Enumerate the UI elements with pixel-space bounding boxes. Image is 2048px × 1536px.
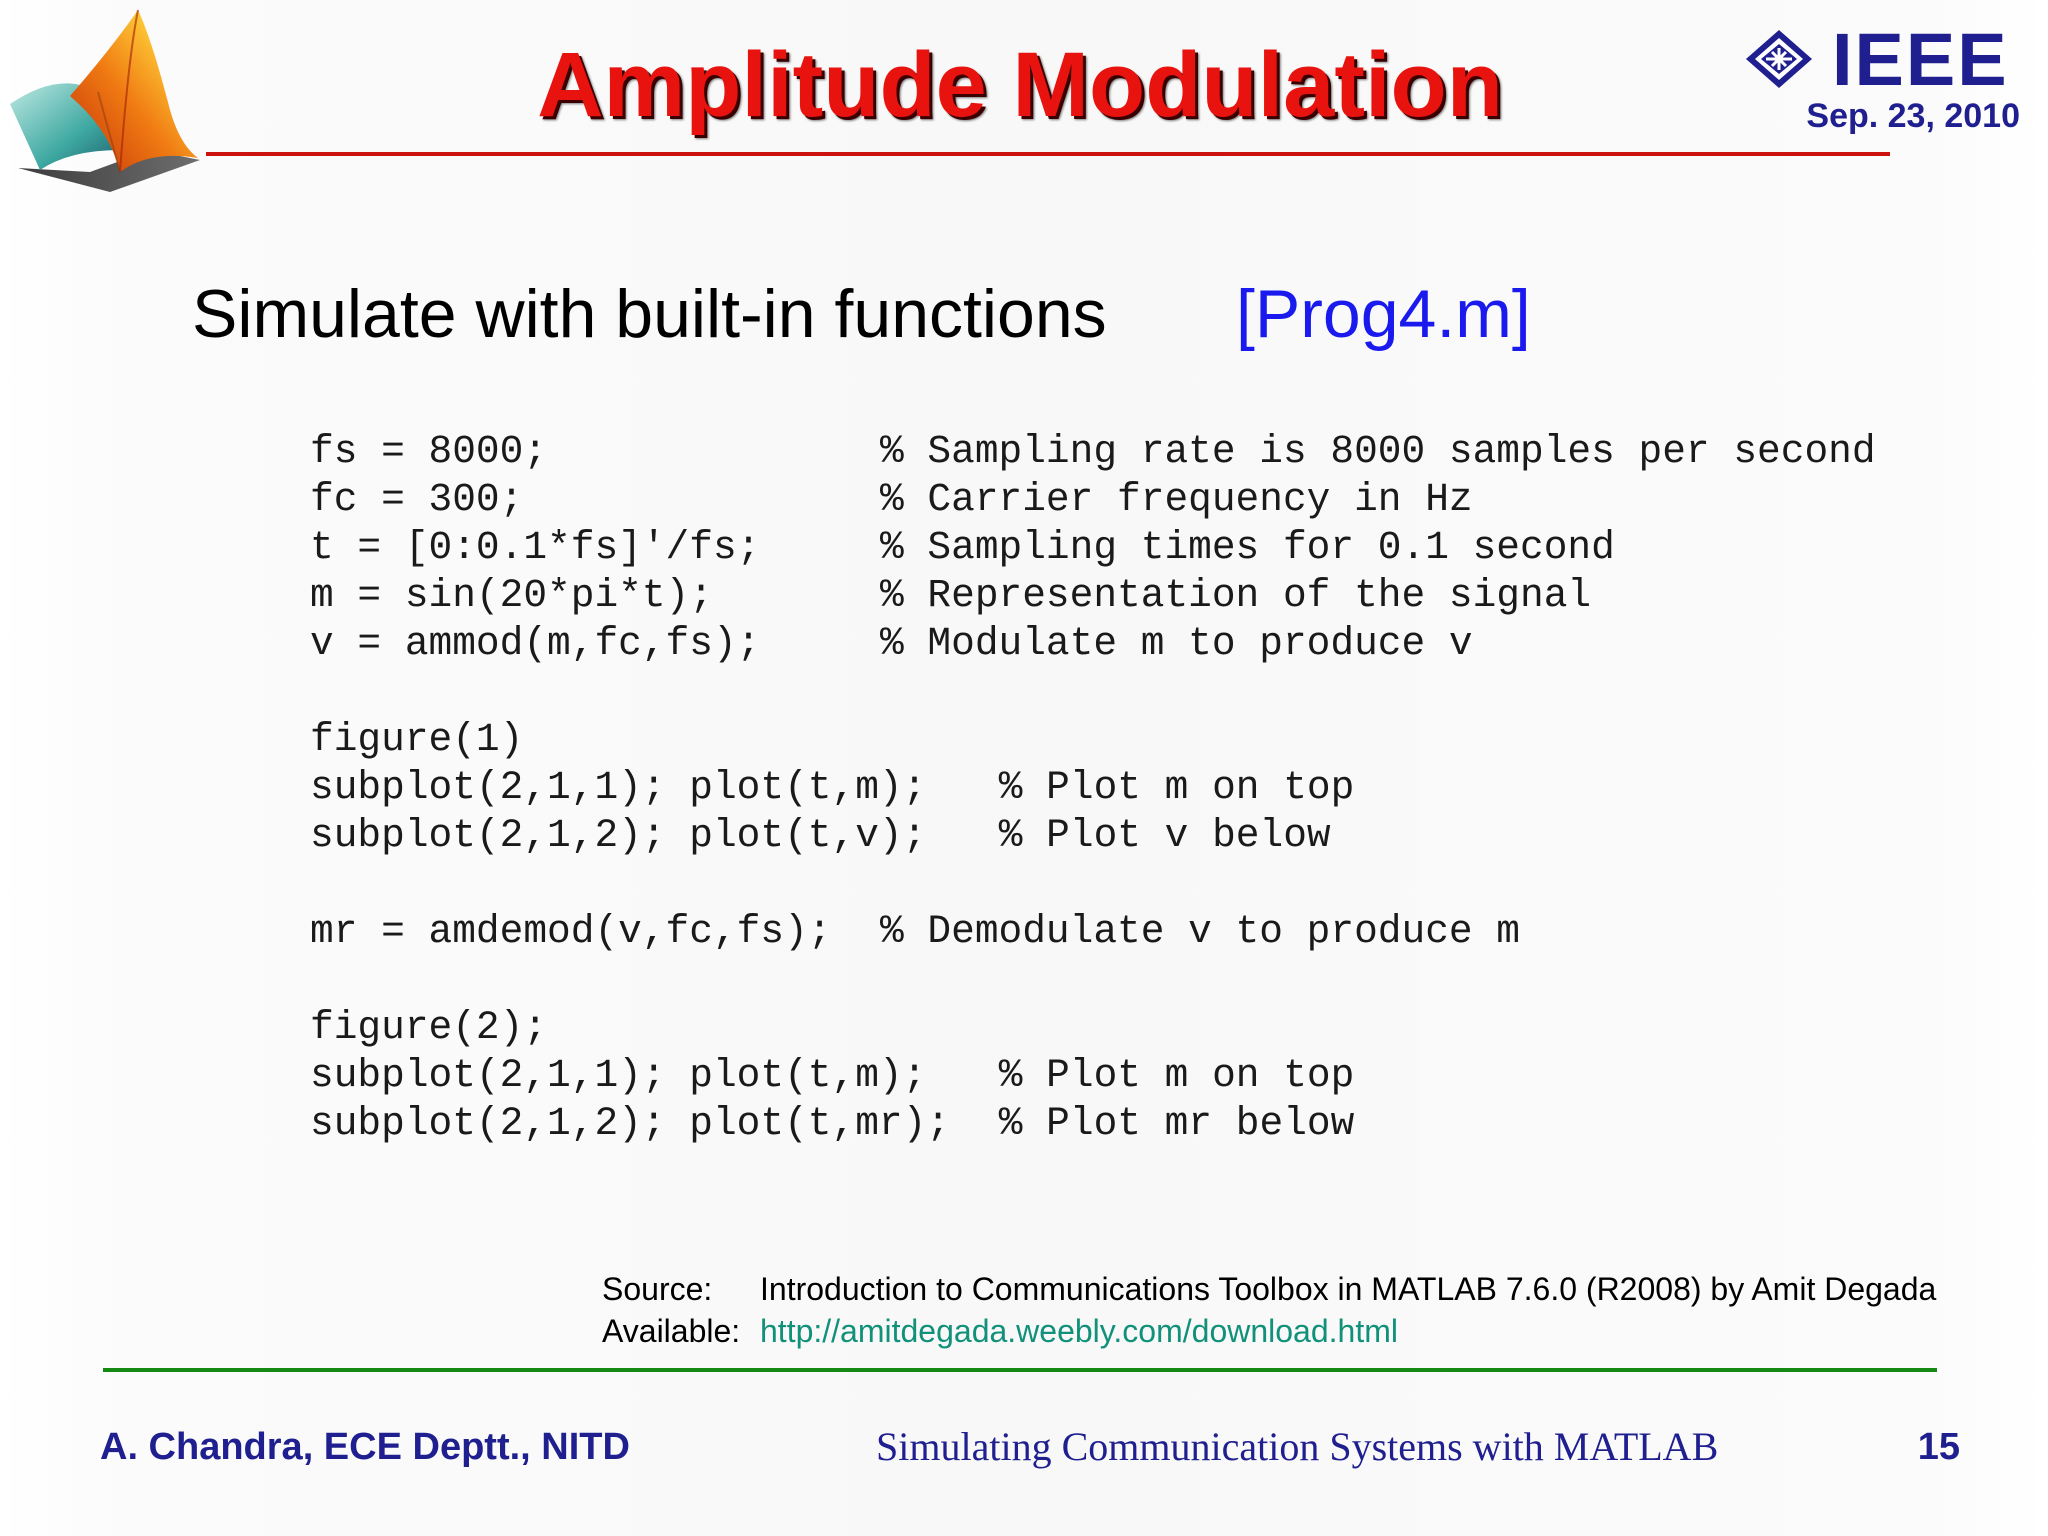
available-label: Available: xyxy=(602,1313,741,1349)
code-comment: % Sampling times for 0.1 second xyxy=(880,525,1615,570)
matlab-logo-icon xyxy=(0,0,210,200)
code-comment: % Sampling rate is 8000 samples per second xyxy=(880,429,1876,474)
slide-title: Amplitude Modulation xyxy=(537,34,1503,136)
code-comment: % Plot v below xyxy=(998,813,1331,858)
code-statement: t = [0:0.1*fs]'/fs; xyxy=(310,525,761,570)
code-statement: figure(1) xyxy=(310,717,524,762)
code-statement: figure(2); xyxy=(310,1005,548,1050)
code-comment: % Plot m on top xyxy=(998,1053,1355,1098)
code-statement: fc = 300; xyxy=(310,477,524,522)
ieee-logo xyxy=(1744,18,2034,101)
code-statement: subplot(2,1,2); plot(t,v); xyxy=(310,813,927,858)
slide-subtitle: Simulate with built-in functions xyxy=(192,276,1107,352)
program-file-link[interactable]: [Prog4.m] xyxy=(1236,276,1531,352)
code-statement: mr = amdemod(v,fc,fs); xyxy=(310,909,832,954)
footer-course-title: Simulating Communication Systems with MATLAB xyxy=(876,1424,1719,1469)
page-number: 15 xyxy=(1917,1426,1960,1468)
slide-date: Sep. 23, 2010 xyxy=(1806,97,2020,135)
title-divider xyxy=(206,152,1890,156)
ieee-wordmark: IEEE xyxy=(1832,18,2009,101)
code-comment: % Representation of the signal xyxy=(880,573,1592,618)
code-statement: subplot(2,1,1); plot(t,m); xyxy=(310,765,927,810)
code-comment: % Plot m on top xyxy=(998,765,1355,810)
code-comment: % Plot mr below xyxy=(998,1101,1355,1146)
available-url-link[interactable]: http://amitdegada.weebly.com/download.html xyxy=(760,1313,1398,1349)
code-statement: subplot(2,1,1); plot(t,m); xyxy=(310,1053,927,1098)
code-statement: v = ammod(m,fc,fs); xyxy=(310,621,761,666)
code-comment: % Carrier frequency in Hz xyxy=(880,477,1473,522)
ieee-diamond-icon xyxy=(1744,28,1814,90)
footer-divider xyxy=(103,1368,1937,1372)
code-statement: fs = 8000; xyxy=(310,429,548,474)
code-statement: subplot(2,1,2); plot(t,mr); xyxy=(310,1101,951,1146)
footer-author: A. Chandra, ECE Deptt., NITD xyxy=(100,1426,630,1468)
source-label: Source: xyxy=(602,1271,713,1307)
code-comment: % Demodulate v to produce m xyxy=(880,909,1521,954)
code-comment: % Modulate m to produce v xyxy=(880,621,1473,666)
source-text: Introduction to Communications Toolbox in MATLAB 7.6.0 (R2008) by Amit Degada xyxy=(760,1271,1937,1307)
code-statement: m = sin(20*pi*t); xyxy=(310,573,713,618)
